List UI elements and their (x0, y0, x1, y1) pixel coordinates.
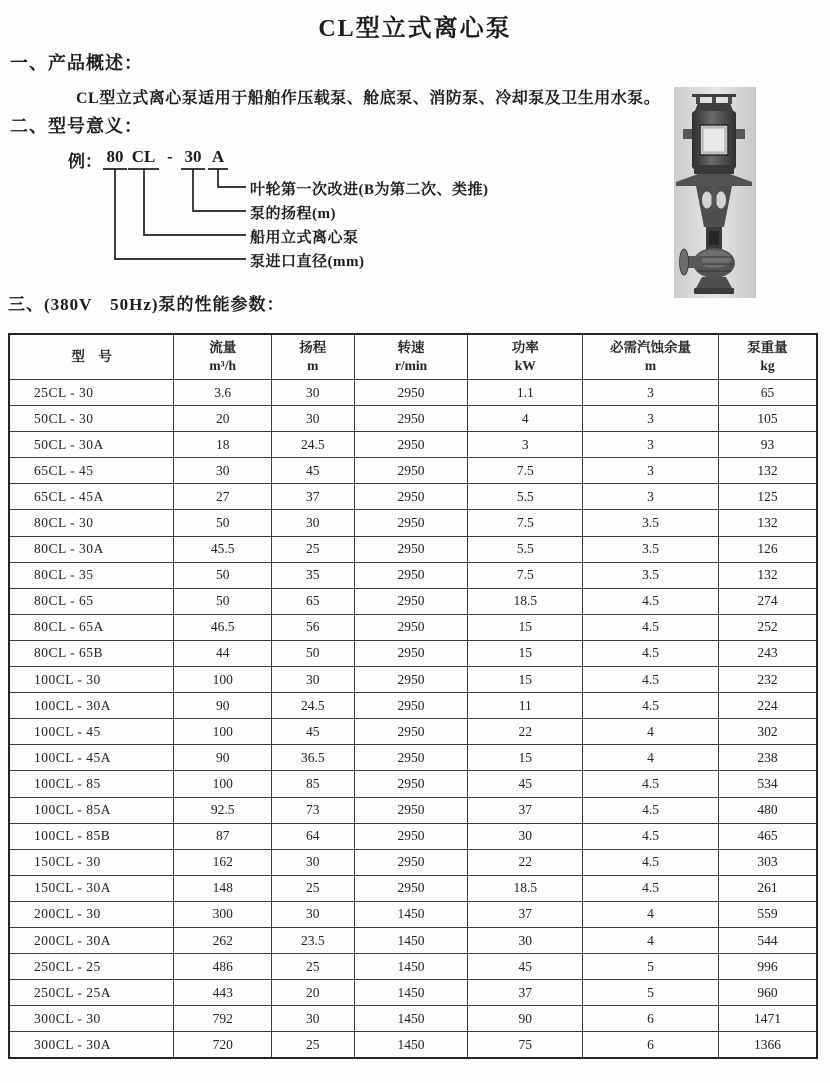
value-cell: 24.5 (272, 432, 354, 458)
value-cell: 7.5 (468, 510, 583, 536)
value-cell: 35 (272, 562, 354, 588)
value-cell: 4 (583, 745, 719, 771)
value-cell: 996 (718, 954, 817, 980)
value-cell: 4.5 (583, 693, 719, 719)
model-cell: 80CL - 30 (9, 510, 174, 536)
model-cell: 65CL - 45 (9, 458, 174, 484)
model-cell: 200CL - 30A (9, 927, 174, 953)
value-cell: 25 (272, 536, 354, 562)
value-cell: 22 (468, 849, 583, 875)
value-cell: 4 (583, 927, 719, 953)
value-cell: 2950 (354, 875, 468, 901)
column-header-label: 泵重量 (747, 339, 788, 355)
value-cell: 18.5 (468, 875, 583, 901)
model-cell: 100CL - 85A (9, 797, 174, 823)
model-cell: 200CL - 30 (9, 901, 174, 927)
model-example-prefix: 例： (68, 152, 102, 171)
value-cell: 2950 (354, 380, 468, 406)
value-cell: 37 (468, 980, 583, 1006)
value-cell: 486 (174, 954, 272, 980)
value-cell: 2950 (354, 562, 468, 588)
section-heading-performance: 三、(380V 50Hz)泵的性能参数： (8, 295, 285, 314)
value-cell: 2950 (354, 693, 468, 719)
value-cell: 11 (468, 693, 583, 719)
value-cell: 1450 (354, 927, 468, 953)
value-cell: 5.5 (468, 484, 583, 510)
model-part-label-impeller: 叶轮第一次改进(B为第二次、类推) (250, 182, 489, 198)
value-cell: 243 (718, 640, 817, 666)
column-header-speed (354, 334, 468, 380)
value-cell: 45 (468, 954, 583, 980)
model-example-series: CL (131, 147, 156, 166)
value-cell: 15 (468, 640, 583, 666)
value-cell: 792 (174, 1006, 272, 1032)
value-cell: 25 (272, 1032, 354, 1059)
table-row (9, 901, 817, 927)
table-row (9, 771, 817, 797)
table-row (9, 1006, 817, 1032)
value-cell: 92.5 (174, 797, 272, 823)
value-cell: 30 (272, 667, 354, 693)
value-cell: 443 (174, 980, 272, 1006)
performance-table (8, 333, 818, 1059)
value-cell: 2950 (354, 797, 468, 823)
model-cell: 80CL - 30A (9, 536, 174, 562)
value-cell: 5.5 (468, 536, 583, 562)
column-header-head (272, 334, 354, 380)
value-cell: 2950 (354, 406, 468, 432)
model-cell: 65CL - 45A (9, 484, 174, 510)
value-cell: 148 (174, 875, 272, 901)
value-cell: 2950 (354, 614, 468, 640)
value-cell: 100 (174, 667, 272, 693)
value-cell: 4.5 (583, 849, 719, 875)
model-cell: 100CL - 85 (9, 771, 174, 797)
document-title: CL型立式离心泵 (318, 16, 512, 42)
pump-photo (674, 87, 756, 298)
value-cell: 90 (468, 1006, 583, 1032)
value-cell: 90 (174, 693, 272, 719)
value-cell: 1471 (718, 1006, 817, 1032)
value-cell: 105 (718, 406, 817, 432)
value-cell: 4.5 (583, 640, 719, 666)
value-cell: 720 (174, 1032, 272, 1059)
value-cell: 4.5 (583, 823, 719, 849)
value-cell: 6 (583, 1032, 719, 1059)
column-header-unit: r/min (394, 358, 428, 373)
value-cell: 3 (583, 458, 719, 484)
value-cell: 90 (174, 745, 272, 771)
value-cell: 45 (272, 719, 354, 745)
value-cell: 132 (718, 458, 817, 484)
value-cell: 1450 (354, 901, 468, 927)
value-cell: 30 (468, 823, 583, 849)
value-cell: 2950 (354, 771, 468, 797)
value-cell: 4 (583, 719, 719, 745)
value-cell: 18 (174, 432, 272, 458)
model-cell: 100CL - 45 (9, 719, 174, 745)
column-header-weight (718, 334, 817, 380)
value-cell: 262 (174, 927, 272, 953)
value-cell: 3 (583, 484, 719, 510)
value-cell: 75 (468, 1032, 583, 1059)
value-cell: 2950 (354, 823, 468, 849)
table-row (9, 667, 817, 693)
table-row (9, 484, 817, 510)
model-cell: 100CL - 30 (9, 667, 174, 693)
model-cell: 150CL - 30A (9, 875, 174, 901)
column-header-label: 型 号 (71, 348, 112, 364)
model-cell: 100CL - 30A (9, 693, 174, 719)
model-cell: 150CL - 30 (9, 849, 174, 875)
value-cell: 50 (174, 562, 272, 588)
table-row (9, 458, 817, 484)
column-header-label: 流量 (209, 339, 237, 355)
table-row (9, 640, 817, 666)
value-cell: 23.5 (272, 927, 354, 953)
value-cell: 7.5 (468, 458, 583, 484)
value-cell: 4.5 (583, 771, 719, 797)
value-cell: 4.5 (583, 875, 719, 901)
performance-table-body (9, 380, 817, 1059)
value-cell: 2950 (354, 484, 468, 510)
value-cell: 5 (583, 980, 719, 1006)
table-header-row (9, 334, 817, 380)
table-row (9, 510, 817, 536)
model-designation-diagram (68, 147, 568, 277)
table-row (9, 614, 817, 640)
table-row (9, 562, 817, 588)
value-cell: 5 (583, 954, 719, 980)
value-cell: 465 (718, 823, 817, 849)
value-cell: 2950 (354, 640, 468, 666)
value-cell: 534 (718, 771, 817, 797)
table-row (9, 536, 817, 562)
table-row (9, 849, 817, 875)
value-cell: 44 (174, 640, 272, 666)
model-example-head: 30 (184, 147, 202, 166)
table-row (9, 927, 817, 953)
value-cell: 1450 (354, 954, 468, 980)
value-cell: 4.5 (583, 614, 719, 640)
value-cell: 4.5 (583, 667, 719, 693)
value-cell: 25 (272, 875, 354, 901)
model-cell: 100CL - 85B (9, 823, 174, 849)
model-part-label-head: 泵的扬程(m) (250, 206, 336, 222)
value-cell: 252 (718, 614, 817, 640)
section-heading-overview: 一、产品概述： (10, 53, 143, 73)
value-cell: 261 (718, 875, 817, 901)
column-header-unit: m³/h (209, 358, 236, 373)
model-cell: 250CL - 25A (9, 980, 174, 1006)
value-cell: 1450 (354, 1032, 468, 1059)
value-cell: 15 (468, 745, 583, 771)
value-cell: 2950 (354, 536, 468, 562)
model-example-inlet: 80 (106, 147, 124, 166)
table-row (9, 954, 817, 980)
value-cell: 162 (174, 849, 272, 875)
column-header-power (468, 334, 583, 380)
model-cell: 25CL - 30 (9, 380, 174, 406)
value-cell: 132 (718, 562, 817, 588)
value-cell: 3.5 (583, 536, 719, 562)
overview-text: CL型立式离心泵适用于船舶作压载泵、舱底泵、消防泵、冷却泵及卫生用水泵。 (76, 90, 661, 107)
value-cell: 100 (174, 719, 272, 745)
table-row (9, 797, 817, 823)
value-cell: 2950 (354, 719, 468, 745)
model-cell: 50CL - 30 (9, 406, 174, 432)
value-cell: 2950 (354, 510, 468, 536)
model-cell: 300CL - 30 (9, 1006, 174, 1032)
value-cell: 93 (718, 432, 817, 458)
value-cell: 2950 (354, 458, 468, 484)
value-cell: 303 (718, 849, 817, 875)
value-cell: 20 (272, 980, 354, 1006)
value-cell: 3 (583, 380, 719, 406)
value-cell: 30 (272, 901, 354, 927)
value-cell: 24.5 (272, 693, 354, 719)
value-cell: 1450 (354, 1006, 468, 1032)
table-row (9, 875, 817, 901)
value-cell: 30 (272, 510, 354, 536)
model-cell: 80CL - 35 (9, 562, 174, 588)
value-cell: 3 (468, 432, 583, 458)
value-cell: 480 (718, 797, 817, 823)
model-part-label-inlet-diameter: 泵进口直径(mm) (250, 254, 365, 270)
value-cell: 300 (174, 901, 272, 927)
column-header-flow (174, 334, 272, 380)
value-cell: 46.5 (174, 614, 272, 640)
value-cell: 224 (718, 693, 817, 719)
model-cell: 100CL - 45A (9, 745, 174, 771)
value-cell: 100 (174, 771, 272, 797)
model-cell: 250CL - 25 (9, 954, 174, 980)
value-cell: 2950 (354, 432, 468, 458)
table-row (9, 823, 817, 849)
value-cell: 302 (718, 719, 817, 745)
value-cell: 73 (272, 797, 354, 823)
section-heading-model-meaning: 二、型号意义： (10, 116, 143, 136)
model-cell: 80CL - 65B (9, 640, 174, 666)
value-cell: 2950 (354, 667, 468, 693)
value-cell: 3.5 (583, 562, 719, 588)
value-cell: 2950 (354, 745, 468, 771)
table-row (9, 1032, 817, 1059)
value-cell: 36.5 (272, 745, 354, 771)
value-cell: 6 (583, 1006, 719, 1032)
value-cell: 45.5 (174, 536, 272, 562)
table-row (9, 745, 817, 771)
value-cell: 30 (272, 406, 354, 432)
value-cell: 18.5 (468, 588, 583, 614)
value-cell: 2950 (354, 849, 468, 875)
table-row (9, 406, 817, 432)
value-cell: 960 (718, 980, 817, 1006)
value-cell: 559 (718, 901, 817, 927)
value-cell: 15 (468, 667, 583, 693)
value-cell: 2950 (354, 588, 468, 614)
value-cell: 4.5 (583, 588, 719, 614)
value-cell: 30 (468, 927, 583, 953)
column-header-unit: kW (514, 358, 536, 373)
value-cell: 125 (718, 484, 817, 510)
value-cell: 30 (272, 1006, 354, 1032)
value-cell: 1.1 (468, 380, 583, 406)
value-cell: 85 (272, 771, 354, 797)
model-example-variant: A (211, 147, 225, 166)
value-cell: 1450 (354, 980, 468, 1006)
value-cell: 87 (174, 823, 272, 849)
value-cell: 65 (718, 380, 817, 406)
model-cell: 300CL - 30A (9, 1032, 174, 1059)
value-cell: 56 (272, 614, 354, 640)
column-header-model (9, 334, 174, 380)
value-cell: 4.5 (583, 797, 719, 823)
value-cell: 15 (468, 614, 583, 640)
column-header-npsh (583, 334, 719, 380)
value-cell: 3.5 (583, 510, 719, 536)
value-cell: 45 (272, 458, 354, 484)
column-header-unit: kg (760, 358, 775, 373)
value-cell: 27 (174, 484, 272, 510)
value-cell: 45 (468, 771, 583, 797)
value-cell: 30 (272, 380, 354, 406)
column-header-unit: m (307, 358, 319, 373)
column-header-unit: m (644, 358, 657, 373)
value-cell: 25 (272, 954, 354, 980)
value-cell: 65 (272, 588, 354, 614)
table-row (9, 980, 817, 1006)
value-cell: 232 (718, 667, 817, 693)
table-row (9, 432, 817, 458)
model-cell: 80CL - 65 (9, 588, 174, 614)
value-cell: 4 (468, 406, 583, 432)
pump-photo-image (674, 87, 756, 298)
value-cell: 30 (272, 849, 354, 875)
value-cell: 4 (583, 901, 719, 927)
value-cell: 7.5 (468, 562, 583, 588)
value-cell: 20 (174, 406, 272, 432)
value-cell: 274 (718, 588, 817, 614)
value-cell: 64 (272, 823, 354, 849)
model-cell: 80CL - 65A (9, 614, 174, 640)
value-cell: 37 (468, 901, 583, 927)
value-cell: 132 (718, 510, 817, 536)
value-cell: 50 (174, 510, 272, 536)
column-header-label: 扬程 (299, 339, 327, 355)
value-cell: 50 (174, 588, 272, 614)
table-row (9, 588, 817, 614)
value-cell: 37 (468, 797, 583, 823)
model-cell: 50CL - 30A (9, 432, 174, 458)
value-cell: 126 (718, 536, 817, 562)
performance-table-wrapper (8, 333, 820, 1059)
table-row (9, 719, 817, 745)
value-cell: 22 (468, 719, 583, 745)
column-header-label: 必需汽蚀余量 (610, 339, 692, 355)
value-cell: 50 (272, 640, 354, 666)
value-cell: 30 (174, 458, 272, 484)
model-part-label-type: 船用立式离心泵 (250, 230, 359, 246)
value-cell: 3.6 (174, 380, 272, 406)
value-cell: 1366 (718, 1032, 817, 1059)
model-example-dash: - (167, 147, 173, 166)
column-header-label: 功率 (511, 339, 539, 355)
table-row (9, 380, 817, 406)
value-cell: 544 (718, 927, 817, 953)
table-row (9, 693, 817, 719)
value-cell: 3 (583, 406, 719, 432)
value-cell: 238 (718, 745, 817, 771)
column-header-label: 转速 (397, 339, 425, 355)
value-cell: 3 (583, 432, 719, 458)
value-cell: 37 (272, 484, 354, 510)
